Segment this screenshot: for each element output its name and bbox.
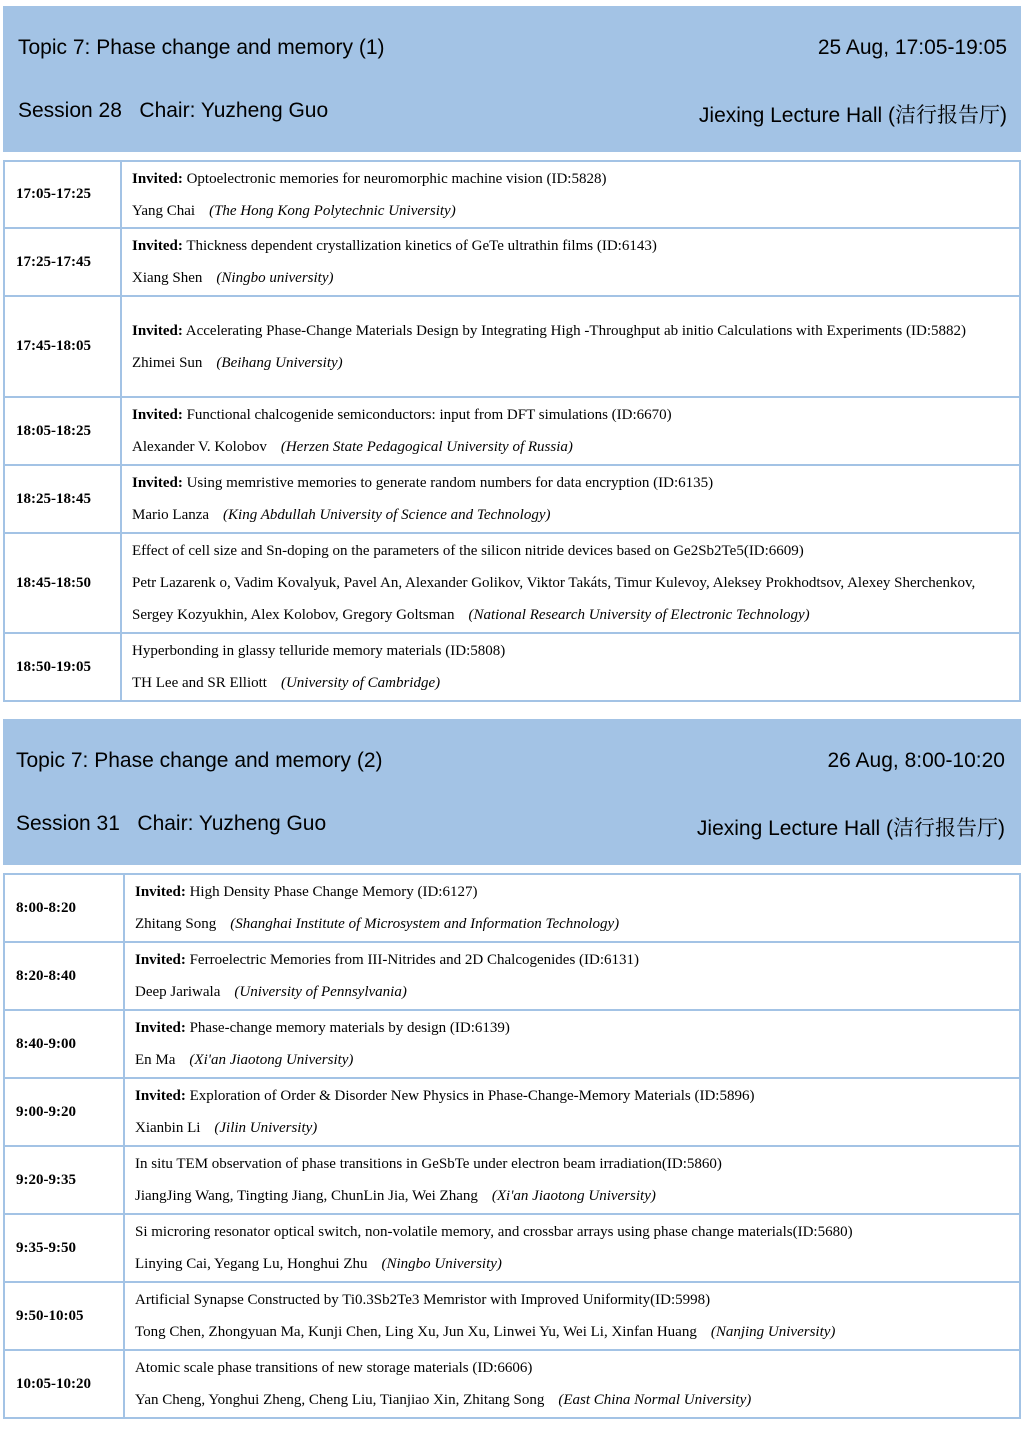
talk-authors: Alexander V. Kolobov [132, 439, 267, 455]
talk-content [121, 633, 1020, 701]
talk-content [121, 397, 1020, 465]
invited-label: Invited: [132, 170, 183, 187]
talk-affiliation: (Beihang University) [216, 354, 343, 371]
talk-affiliation: (Xi'an Jiaotong University) [491, 1188, 656, 1204]
talk-title: Si microring resonator optical switch, non-volatile memory, and crossbar arrays using phase change materials(ID:5680) [135, 1224, 853, 1240]
talk-time: 9:00-9:20 [4, 1078, 124, 1146]
invited-label: Invited: [135, 952, 186, 968]
talk-content [124, 1282, 1020, 1350]
talk-affiliation: (Herzen State Pedagogical University of Russia) [280, 439, 573, 455]
talk-affiliation: (King Abdullah University of Science and Technology) [223, 507, 551, 523]
talk-time: 18:50-19:05 [4, 633, 121, 701]
talk-affiliation: (Nanjing University) [710, 1324, 836, 1340]
table-row [4, 296, 1020, 397]
talk-title: Hyperbonding in glassy telluride memory materials (ID:5808) [132, 643, 506, 659]
talk-authors: Linying Cai, Yegang Lu, Honghui Zhu [135, 1256, 368, 1272]
table-row [4, 1214, 1020, 1282]
talk-authors: En Ma [135, 1052, 176, 1068]
talk-content [121, 296, 1020, 397]
talk-content [124, 1350, 1020, 1418]
talk-authors: Zhitang Song [135, 916, 217, 932]
talk-affiliation: (Xi'an Jiaotong University) [189, 1052, 354, 1068]
talk-authors: TH Lee and SR Elliott [132, 675, 267, 691]
talk-time: 17:45-18:05 [4, 296, 121, 397]
table-row [4, 161, 1020, 228]
talk-time: 17:05-17:25 [4, 161, 121, 228]
talk-affiliation: (University of Pennsylvania) [234, 984, 407, 1000]
talk-title: Phase-change memory materials by design (ID:6139) [189, 1020, 510, 1036]
talk-authors: Tong Chen, Zhongyuan Ma, Kunji Chen, Ling Xu, Jun Xu, Linwei Yu, Wei Li, Xinfan Huang [135, 1324, 697, 1340]
talk-title: Exploration of Order & Disorder New Physics in Phase-Change-Memory Materials (ID:5896) [189, 1088, 755, 1104]
talk-affiliation: (National Research University of Electronic Technology) [468, 607, 810, 623]
table-row [4, 1010, 1020, 1078]
table-row [4, 874, 1020, 942]
talk-content [124, 1146, 1020, 1214]
invited-label: Invited: [132, 322, 183, 339]
table-row [4, 228, 1020, 296]
talk-authors: Petr Lazarenk o, Vadim Kovalyuk, Pavel An, Alexander Golikov, Viktor Takáts, Timur Kulevoy, Aleksey Prokhodtsov, Alexey Sherchenkov, Sergey Kozyukhin, Alex Kolobov, Gregory Goltsman [132, 575, 976, 623]
talk-affiliation: (Shanghai Institute of Microsystem and Information Technology) [230, 916, 620, 932]
invited-label: Invited: [132, 407, 183, 423]
talk-authors: Xianbin Li [135, 1120, 201, 1136]
table-row [4, 1282, 1020, 1350]
talk-content [124, 1078, 1020, 1146]
talk-authors: Zhimei Sun [132, 354, 203, 371]
talk-title: Accelerating Phase-Change Materials Design by Integrating High -Throughput ab initio Calculations with Experiments (ID:5882) [185, 322, 967, 339]
talk-authors: JiangJing Wang, Tingting Jiang, ChunLin Jia, Wei Zhang [135, 1188, 478, 1204]
talk-affiliation: (University of Cambridge) [280, 675, 441, 691]
table-row [4, 942, 1020, 1010]
session-block [0, 719, 1021, 1419]
session-chair: Session 28 Chair: Yuzheng Guo [18, 99, 329, 122]
talk-title: Thickness dependent crystallization kinetics of GeTe ultrathin films (ID:6143) [186, 238, 657, 254]
table-row [4, 633, 1020, 701]
talk-authors: Xiang Shen [132, 270, 203, 286]
invited-label: Invited: [132, 475, 183, 491]
talk-affiliation: (Jilin University) [214, 1120, 318, 1136]
invited-label: Invited: [135, 1020, 186, 1036]
session-chair: Session 31 Chair: Yuzheng Guo [16, 812, 327, 835]
talk-authors: Deep Jariwala [135, 984, 221, 1000]
table-row [4, 397, 1020, 465]
invited-label: Invited: [135, 1088, 186, 1104]
invited-label: Invited: [132, 238, 183, 254]
talk-time: 18:05-18:25 [4, 397, 121, 465]
invited-label: Invited: [135, 884, 186, 900]
talk-title: High Density Phase Change Memory (ID:6127) [189, 884, 478, 900]
schedule-table [3, 873, 1021, 1419]
talk-content [124, 1010, 1020, 1078]
talk-content [121, 465, 1020, 533]
topic-title: Topic 7: Phase change and memory (1) [18, 36, 385, 59]
talk-content [121, 533, 1020, 633]
talk-title: Ferroelectric Memories from III-Nitrides and 2D Chalcogenides (ID:6131) [189, 952, 640, 968]
talk-time: 8:40-9:00 [4, 1010, 124, 1078]
talk-content [124, 1214, 1020, 1282]
table-row [4, 1078, 1020, 1146]
talk-title: Artificial Synapse Constructed by Ti0.3Sb2Te3 Memristor with Improved Uniformity(ID:5998) [135, 1292, 711, 1308]
talk-title: Optoelectronic memories for neuromorphic machine vision (ID:5828) [186, 170, 607, 187]
table-row [4, 1146, 1020, 1214]
session-datetime: 25 Aug, 17:05-19:05 [817, 36, 1007, 59]
talk-title: Functional chalcogenide semiconductors: input from DFT simulations (ID:6670) [186, 407, 672, 423]
talk-affiliation: (East China Normal University) [558, 1392, 752, 1408]
session-header [3, 719, 1021, 865]
talk-authors: Mario Lanza [132, 507, 210, 523]
table-row [4, 1350, 1020, 1418]
talk-time: 10:05-10:20 [4, 1350, 124, 1418]
talk-title: Using memristive memories to generate random numbers for data encryption (ID:6135) [186, 475, 714, 491]
talk-time: 8:20-8:40 [4, 942, 124, 1010]
talk-time: 18:45-18:50 [4, 533, 121, 633]
talk-content [124, 874, 1020, 942]
talk-affiliation: (The Hong Kong Polytechnic University) [209, 202, 456, 219]
talk-content [121, 161, 1020, 228]
session-venue: Jiexing Lecture Hall (洁行报告厅) [696, 817, 1005, 840]
session-header [3, 6, 1021, 152]
talk-content [124, 942, 1020, 1010]
schedule-table [3, 160, 1021, 702]
talk-content [121, 228, 1020, 296]
table-row [4, 533, 1020, 633]
talk-affiliation: (Ningbo university) [216, 270, 334, 286]
talk-time: 9:35-9:50 [4, 1214, 124, 1282]
talk-authors: Yang Chai [132, 202, 196, 219]
talk-time: 17:25-17:45 [4, 228, 121, 296]
topic-title: Topic 7: Phase change and memory (2) [16, 749, 383, 772]
table-row [4, 465, 1020, 533]
talk-title: In situ TEM observation of phase transitions in GeSbTe under electron beam irradiation(ID:5860) [135, 1156, 722, 1172]
talk-authors: Yan Cheng, Yonghui Zheng, Cheng Liu, Tianjiao Xin, Zhitang Song [135, 1392, 545, 1408]
talk-title: Atomic scale phase transitions of new storage materials (ID:6606) [135, 1360, 533, 1376]
talk-time: 8:00-8:20 [4, 874, 124, 942]
talk-affiliation: (Ningbo University) [381, 1256, 502, 1272]
talk-time: 9:50-10:05 [4, 1282, 124, 1350]
talk-time: 9:20-9:35 [4, 1146, 124, 1214]
talk-title: Effect of cell size and Sn-doping on the parameters of the silicon nitride devices based on Ge2Sb2Te5(ID:6609) [132, 543, 804, 559]
session-datetime: 26 Aug, 8:00-10:20 [827, 749, 1005, 772]
session-block [0, 6, 1021, 702]
session-venue: Jiexing Lecture Hall (洁行报告厅) [698, 104, 1007, 127]
talk-time: 18:25-18:45 [4, 465, 121, 533]
